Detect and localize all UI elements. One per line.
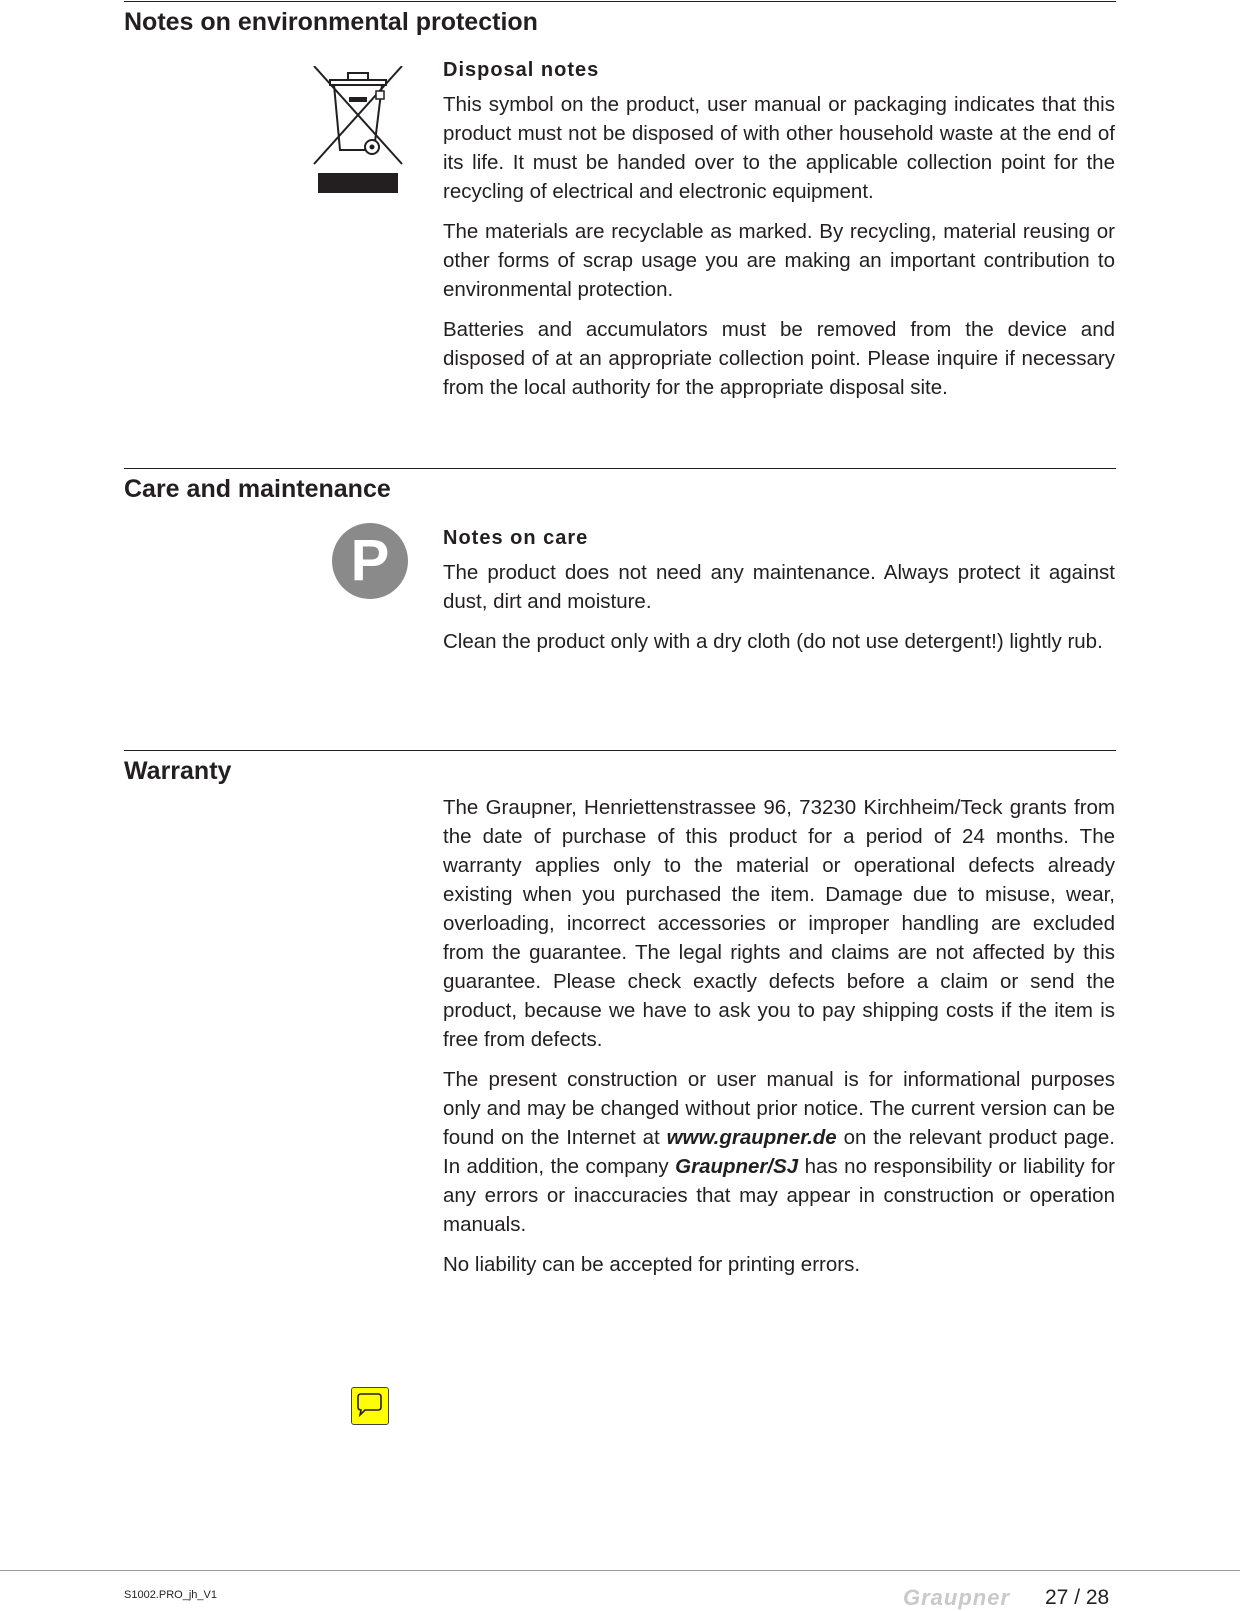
subheading-disposal-notes: Disposal notes xyxy=(443,59,600,81)
section-heading-care: Care and maintenance xyxy=(124,475,391,503)
paragraph: The Graupner, Henriettenstrassee 96, 73230 Kirchheim/Teck grants from the date of purchase of this product for a period of 24 months. The warranty applies only to the material or operational defects already existing when you purchased the item. Damage due to misuse, wear, overloading, incorrect accessories or improper handling are excluded from the guarantee. The legal rights and claims are not affected by this guarantee. Please check exactly defects before a claim or send the product, because we have to ask you to pay shipping costs if the item is free from defects. xyxy=(443,796,1115,1051)
paragraph: The materials are recyclable as marked. By recycling, material reusing or other forms of scrap usage you are making an important contribution to environmental protection. xyxy=(443,220,1115,301)
paragraph: This symbol on the product, user manual or packaging indicates that this product must not be disposed of with other household waste at the end of its life. It must be handed over to the applicable collection point for the recycling of electrical and electronic equipment. xyxy=(443,93,1115,203)
crossed-out-wheeled-bin-icon xyxy=(312,66,404,194)
text-run: on the relevant product page. In addition, the company xyxy=(443,1126,1115,1178)
comment-icon[interactable] xyxy=(351,1387,389,1425)
section-divider xyxy=(124,1,1116,2)
paragraph: No liability can be accepted for printing errors. xyxy=(443,1253,861,1276)
section-divider xyxy=(124,750,1116,751)
paragraph xyxy=(443,1065,1115,1239)
subheading-notes-on-care: Notes on care xyxy=(443,527,589,549)
text-run: The present construction or user manual is for informational purposes only and may be changed without prior notice. The current version can be found on the Internet at xyxy=(443,1068,1115,1149)
paragraph: Clean the product only with a dry cloth (do not use detergent!) lightly rub. xyxy=(443,630,1103,653)
footer-divider xyxy=(0,1570,1240,1571)
section-heading-environment: Notes on environmental protection xyxy=(124,8,538,36)
text-run: has no responsibility or liability for any errors or inaccuracies that may appear in construction or operation manuals. xyxy=(443,1155,1115,1236)
section-divider xyxy=(124,468,1116,469)
paragraph: The product does not need any maintenance. Always protect it against dust, dirt and moisture. xyxy=(443,561,1115,613)
warranty-text xyxy=(443,793,1115,1290)
section-heading-warranty: Warranty xyxy=(124,757,232,785)
document-code: S1002.PRO_jh_V1 xyxy=(124,1589,217,1601)
website-link[interactable]: www.graupner.de xyxy=(666,1126,837,1149)
p-circle-icon: P xyxy=(332,523,408,599)
care-notes-text xyxy=(443,558,1115,667)
paragraph: Batteries and accumulators must be removed from the device and disposed of at an appropriate collection point. Please inquire if necessary from the local authority for the appropriate disposal site. xyxy=(443,318,1115,399)
company-name: Graupner/SJ xyxy=(675,1155,799,1178)
disposal-notes-text xyxy=(443,90,1115,413)
graupner-logo: Graupner xyxy=(903,1585,1011,1610)
page-number: 27 / 28 xyxy=(1045,1586,1110,1609)
